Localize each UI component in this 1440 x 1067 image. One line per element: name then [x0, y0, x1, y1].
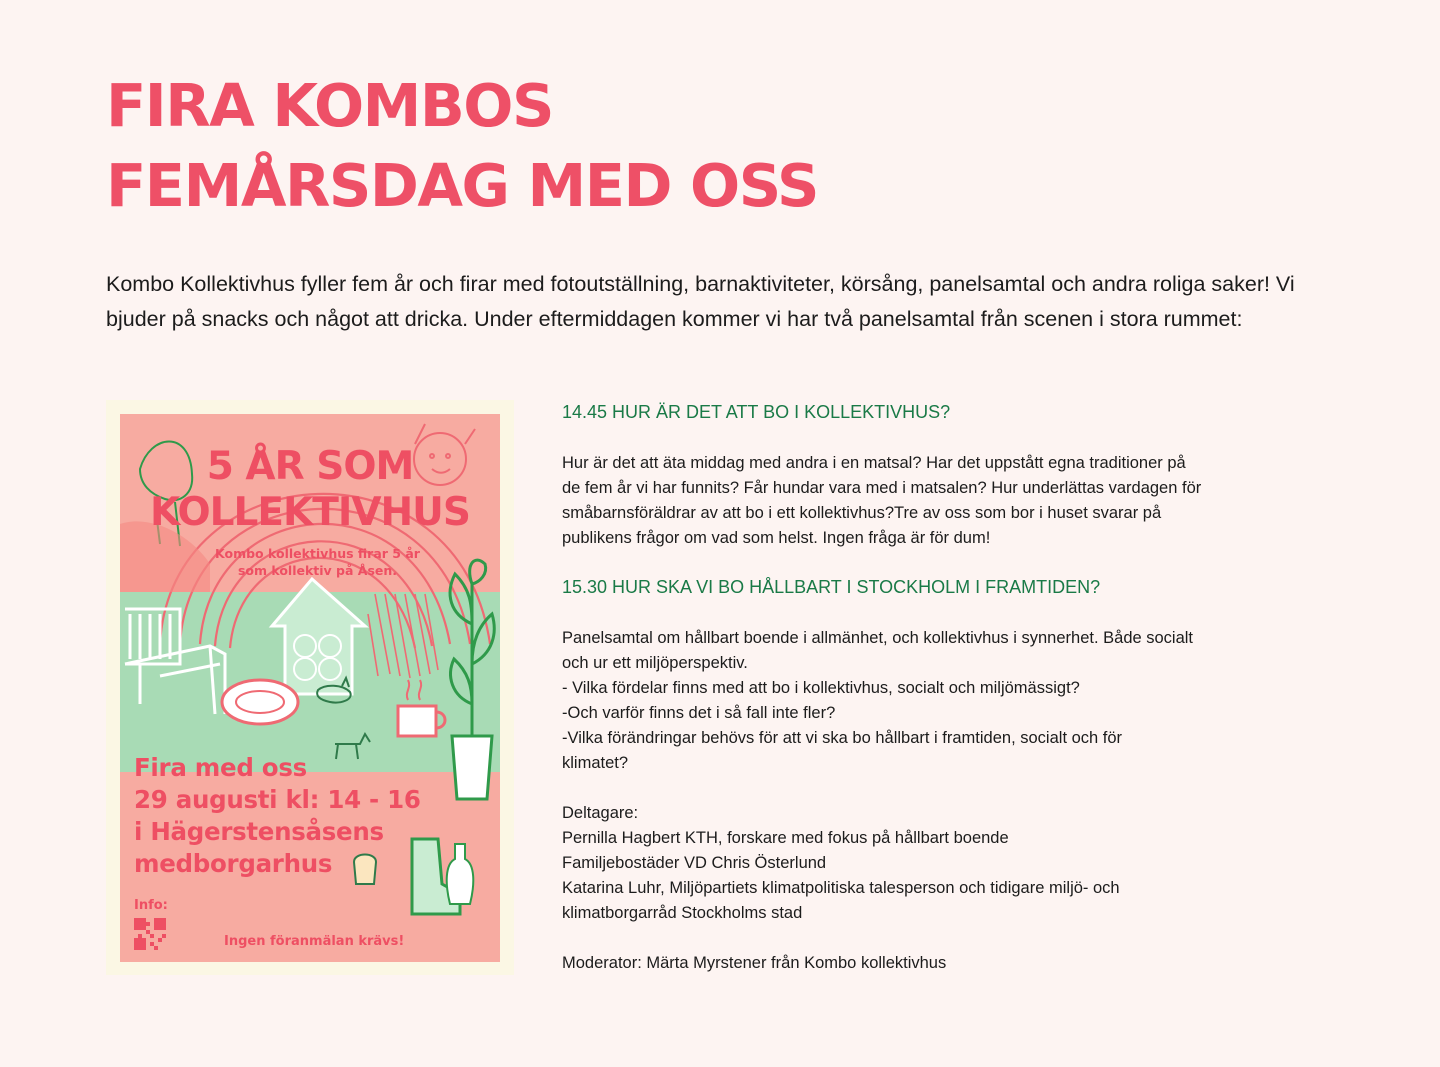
- poster-footer: Ingen föranmälan krävs!: [224, 934, 405, 949]
- intro-paragraph: Kombo Kollektivhus fyller fem år och firar med fotoutställning, barnaktiviteter, körsång, panelsamtal och andra roliga saker! Vi bjuder på snacks och något att dricka. Under eftermiddagen kommer vi har två panelsamtal från scenen i stora rummet:: [106, 272, 1295, 331]
- participant-line: Familjebostäder VD Chris Österlund: [562, 854, 827, 872]
- participant-line: Katarina Luhr, Miljöpartiets klimatpolitiska talesperson och tidigare miljö- och: [562, 879, 1120, 897]
- moderator-line: Moderator: Märta Myrstener från Kombo kollektivhus: [562, 954, 947, 972]
- participant-line: klimatborgarråd Stockholms stad: [562, 904, 803, 922]
- poster-subtitle-line-1: Kombo kollektivhus firar 5 år: [215, 546, 420, 561]
- poster-info-label: Info:: [134, 898, 168, 913]
- poster-date-block: [134, 752, 474, 880]
- session-1-line: småbarnsföräldrar av att bo i ett kollektivhus?Tre av oss som bor i huset svarar på: [562, 504, 1162, 522]
- session-1-heading: 14.45 HUR ÄR DET ATT BO I KOLLEKTIVHUS?: [562, 402, 951, 422]
- session-2-line: -Och varför finns det i så fall inte fler?: [562, 704, 836, 722]
- participant-line: Pernilla Hagbert KTH, forskare med fokus på hållbart boende: [562, 829, 1009, 847]
- session-2-line: -Vilka förändringar behövs för att vi ska bo hållbart i framtiden, socialt och för: [562, 729, 1123, 747]
- poster-subtitle: [200, 545, 435, 579]
- session-1-line: publikens frågor om vad som helst. Ingen fråga är för dum!: [562, 529, 991, 547]
- participants-label: Deltagare:: [562, 804, 639, 822]
- poster-date-line-2: 29 augusti kl: 14 - 16: [134, 785, 421, 814]
- poster-date-line-3: i Hägerstensåsens: [134, 817, 384, 846]
- session-2-line: och ur ett miljöperspektiv.: [562, 654, 748, 672]
- event-poster: [106, 400, 514, 975]
- poster-date-line-4: medborgarhus: [134, 849, 333, 878]
- session-1-description: [562, 451, 1282, 551]
- poster-headline-line-1: 5 ÅR SOM: [206, 444, 414, 489]
- poster-subtitle-line-2: som kollektiv på Åsen.: [237, 563, 398, 578]
- page-title: [106, 66, 818, 226]
- poster-artwork: [120, 414, 500, 962]
- page-title-line-1: FIRA KOMBOS: [106, 71, 553, 140]
- session-1-line: de fem år vi har funnits? Får hundar vara med i matsalen? Hur underlättas vardagen för: [562, 479, 1202, 497]
- session-2-line: - Vilka fördelar finns med att bo i kollektivhus, socialt och miljömässigt?: [562, 679, 1080, 697]
- session-2-line: klimatet?: [562, 754, 629, 772]
- poster-headline: [120, 444, 500, 536]
- participants-list: [562, 801, 1282, 926]
- session-1-line: Hur är det att äta middag med andra i en matsal? Har det uppstått egna traditioner på: [562, 454, 1186, 472]
- page-title-line-2: FEMÅRSDAG MED OSS: [106, 151, 819, 220]
- session-2-description: [562, 626, 1282, 776]
- session-2-line: Panelsamtal om hållbart boende i allmänhet, och kollektivhus i synnerhet. Både socialt: [562, 629, 1194, 647]
- poster-date-line-1: Fira med oss: [134, 753, 307, 782]
- session-2-heading: 15.30 HUR SKA VI BO HÅLLBART I STOCKHOLM I FRAMTIDEN?: [562, 577, 1101, 597]
- qr-code-icon: [134, 918, 166, 950]
- poster-headline-line-2: KOLLEKTIVHUS: [150, 490, 470, 535]
